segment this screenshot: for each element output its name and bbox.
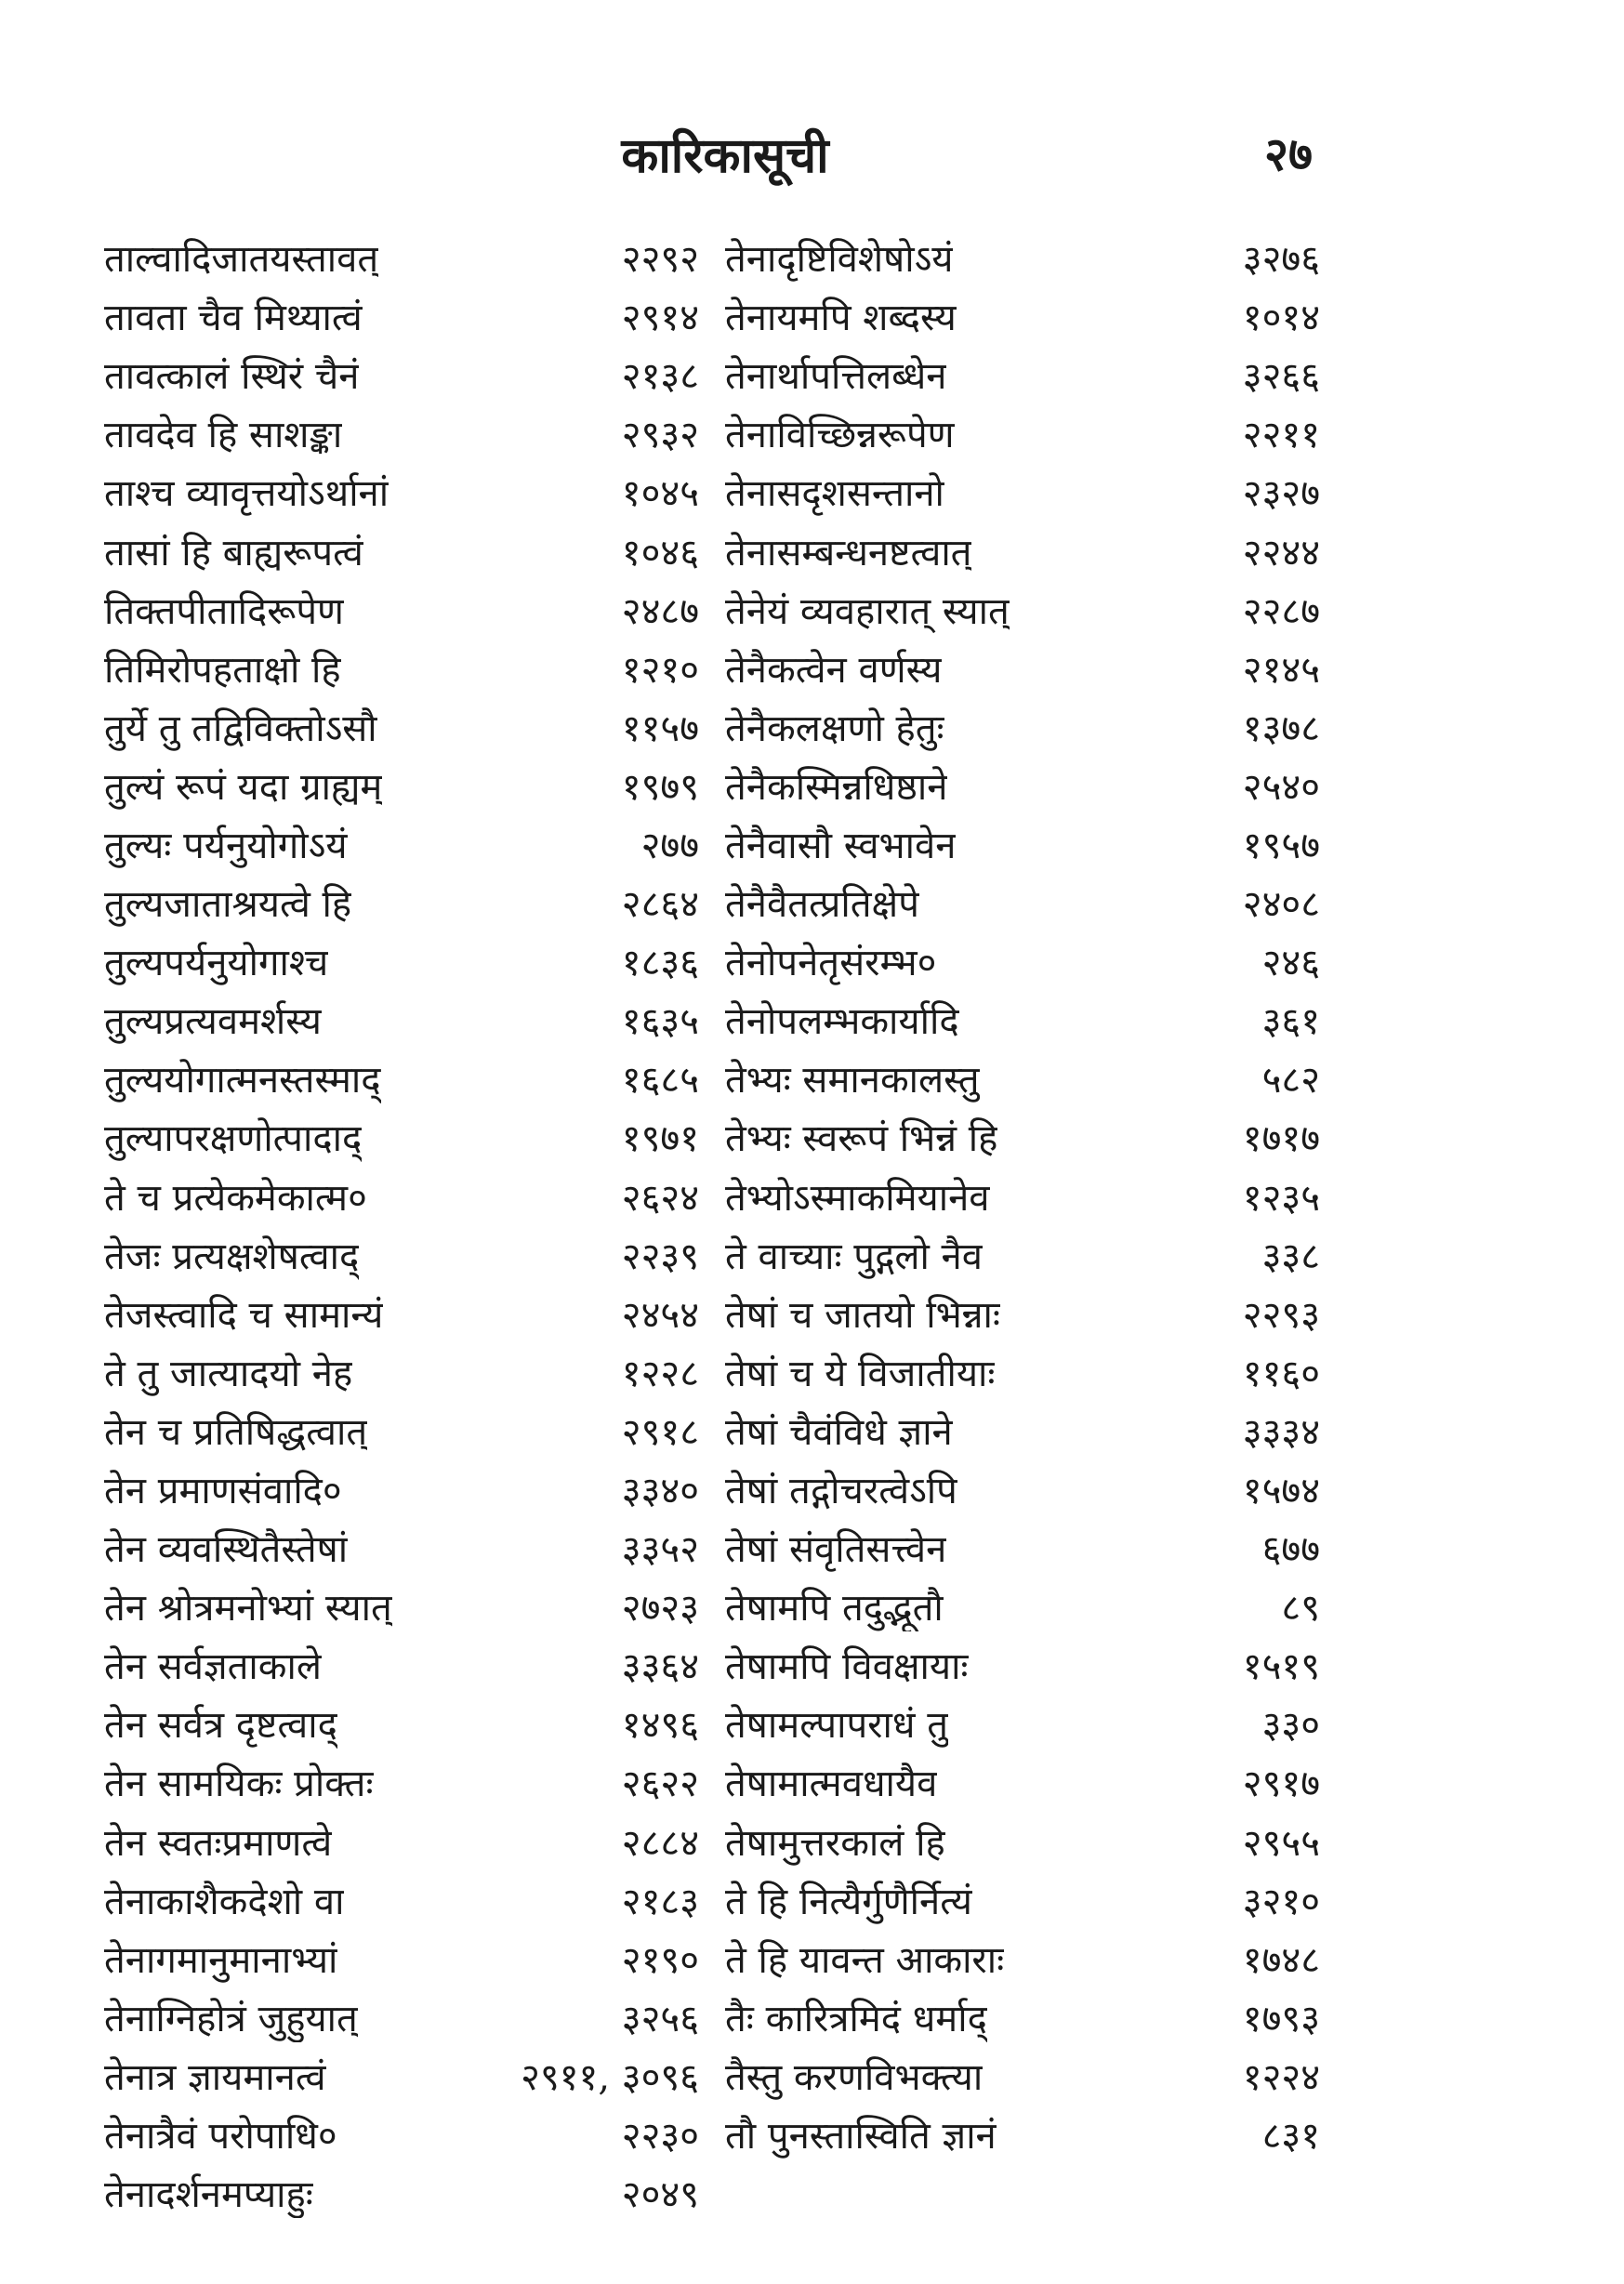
karika-text: तेजः प्रत्यक्षशेषत्वाद् — [104, 1234, 360, 1278]
index-entry — [725, 345, 1320, 403]
index-entry — [725, 814, 1320, 873]
karika-text: तेषां चैवंविधे ज्ञाने — [725, 1410, 953, 1454]
verse-number: ५८२ — [1261, 1059, 1320, 1102]
index-entry — [725, 697, 1320, 756]
verse-number: ६७७ — [1261, 1528, 1320, 1572]
index-entry — [725, 1635, 1320, 1694]
page-header — [0, 121, 1624, 205]
verse-number: २४८७ — [621, 589, 699, 633]
karika-text: तेनैवैतत्प्रतिक्षेपे — [725, 883, 919, 927]
verse-number: २८६४ — [621, 883, 699, 927]
verse-number: २४५४ — [621, 1293, 699, 1337]
index-entry — [725, 1870, 1320, 1929]
index-entry — [104, 1577, 699, 1635]
index-entry — [104, 1284, 699, 1342]
verse-number: १६८५ — [621, 1059, 699, 1102]
index-entry — [104, 1518, 699, 1577]
verse-number: ३३४० — [621, 1470, 699, 1513]
karika-text: तेनोपनेतृसंरम्भ० — [725, 942, 937, 985]
karika-text: तेषां तद्गोचरत्वेऽपि — [725, 1470, 957, 1513]
karika-text: तुल्यपर्यनुयोगाश्च — [104, 942, 329, 985]
verse-number: ३२६६ — [1242, 355, 1320, 399]
karika-text: ताल्वादिजातयस्तावत् — [104, 238, 379, 282]
index-entry — [104, 228, 699, 286]
index-entry — [725, 1401, 1320, 1459]
verse-number: २१४५ — [1242, 648, 1320, 692]
karika-text: तेनागमानुमानाभ्यां — [104, 1938, 338, 1982]
index-entry — [104, 990, 699, 1049]
index-entry — [104, 286, 699, 345]
karika-text: तुर्ये तु तद्विविक्तोऽसौ — [104, 706, 377, 750]
karika-text: तुल्ययोगात्मनस्तस्माद् — [104, 1059, 381, 1102]
verse-number: २२८७ — [1242, 589, 1320, 633]
index-entry — [725, 1225, 1320, 1284]
karika-text: ते वाच्याः पुद्गलो नैव — [725, 1234, 983, 1278]
index-entry — [104, 2105, 699, 2163]
karika-text: तेनेयं व्यवहारात् स्यात् — [725, 589, 1010, 633]
verse-number: २५४० — [1242, 765, 1320, 809]
verse-number: ३६१ — [1261, 1000, 1320, 1044]
verse-number: ३३० — [1261, 1704, 1320, 1748]
verse-number: २९३२ — [621, 414, 699, 457]
karika-text: तेषां च ये विजातीयाः — [725, 1352, 996, 1395]
verse-number: १५१९ — [1242, 1645, 1320, 1689]
index-entry — [104, 639, 699, 697]
verse-number: २७२३ — [621, 1587, 699, 1630]
karika-text: तेन स्वतःप्रमाणत्वे — [104, 1821, 333, 1865]
verse-number: १०४५ — [621, 472, 699, 516]
index-entry — [104, 1459, 699, 1518]
verse-number: ३२१० — [1242, 1880, 1320, 1923]
verse-number: २९५५ — [1242, 1821, 1320, 1865]
index-entry — [725, 1107, 1320, 1166]
verse-number: २२३९ — [621, 1234, 699, 1278]
verse-number: ३३६४ — [621, 1645, 699, 1689]
index-entry — [104, 1929, 699, 1987]
index-entry — [104, 1635, 699, 1694]
index-entry — [725, 1929, 1320, 1987]
verse-number: १९७९ — [621, 765, 699, 809]
index-entry — [104, 1167, 699, 1225]
index-entry — [104, 1752, 699, 1811]
karika-text: तावदेव हि साशङ्का — [104, 414, 343, 457]
karika-text: तेनायमपि शब्दस्य — [725, 297, 957, 340]
verse-number: १९७१ — [621, 1117, 699, 1161]
verse-number: २९११, ३०९६ — [521, 2055, 699, 2099]
index-column-left — [104, 228, 699, 2222]
karika-text: तावत्कालं स्थिरं चैनं — [104, 355, 360, 399]
index-entry — [725, 990, 1320, 1049]
verse-number: १८३६ — [621, 942, 699, 985]
karika-text: तावता चैव मिथ्यात्वं — [104, 297, 363, 340]
karika-text: तिक्तपीतादिरूपेण — [104, 589, 344, 633]
page-number: २७ — [1264, 126, 1313, 181]
verse-number: २२९२ — [621, 238, 699, 282]
karika-text: तेनाग्निहोत्रं जुहुयात् — [104, 1997, 358, 2040]
index-entry — [104, 873, 699, 931]
karika-text: तेजस्त्वादि च सामान्यं — [104, 1293, 384, 1337]
karika-text: तेभ्यः समानकालस्तु — [725, 1059, 980, 1102]
karika-text: तेषां च जातयो भिन्नाः — [725, 1293, 1000, 1337]
verse-number: १३७८ — [1242, 706, 1320, 750]
karika-text: तेन प्रमाणसंवादि० — [104, 1470, 342, 1513]
index-entry — [104, 1401, 699, 1459]
verse-number: २४०८ — [1242, 883, 1320, 927]
karika-text: तुल्यः पर्यनुयोगोऽयं — [104, 824, 348, 867]
index-entry — [725, 931, 1320, 990]
karika-text: तेनात्रैवं परोपाधि० — [104, 2115, 337, 2159]
page-title: कारिकासूची — [621, 127, 829, 184]
index-entry — [725, 1342, 1320, 1401]
verse-number: २२४४ — [1242, 531, 1320, 574]
index-entry — [104, 814, 699, 873]
karika-text: तेनैवासौ स्वभावेन — [725, 824, 957, 867]
index-entry — [104, 1870, 699, 1929]
index-entry — [725, 1577, 1320, 1635]
verse-number: २९१७ — [1242, 1763, 1320, 1806]
index-entry — [104, 756, 699, 814]
karika-text: तेनैकत्वेन वर्णस्य — [725, 648, 943, 692]
karika-text: ते तु जात्यादयो नेह — [104, 1352, 353, 1395]
index-entry — [104, 345, 699, 403]
index-entry — [725, 286, 1320, 345]
verse-number: २०४९ — [621, 2173, 699, 2217]
karika-text: तेन श्रोत्रमनोभ्यां स्यात् — [104, 1587, 392, 1630]
karika-text: तेषामपि विवक्षायाः — [725, 1645, 969, 1689]
karika-text: तेषामात्मवधायैव — [725, 1763, 938, 1806]
verse-number: ११५७ — [621, 706, 699, 750]
karika-text: तेनाकाशैकदेशो वा — [104, 1880, 345, 1923]
verse-number: २१३८ — [621, 355, 699, 399]
index-entry — [104, 1107, 699, 1166]
index-entry — [725, 1049, 1320, 1107]
karika-text: तेन सर्वत्र दृष्टत्वाद् — [104, 1704, 337, 1748]
index-entry — [104, 1694, 699, 1752]
verse-number: ३३८ — [1261, 1234, 1320, 1278]
karika-text: तेनादृष्टिविशेषोऽयं — [725, 238, 954, 282]
karika-text: तौ पुनस्तास्विति ज्ञानं — [725, 2115, 997, 2159]
verse-number: १९५७ — [1242, 824, 1320, 867]
verse-number: १२३५ — [1242, 1176, 1320, 1220]
verse-number: २२११ — [1242, 414, 1320, 457]
verse-number: १५७४ — [1242, 1470, 1320, 1513]
karika-text: तेषामल्पापराधं तु — [725, 1704, 948, 1748]
karika-text: तेनाविच्छिन्नरूपेण — [725, 414, 955, 457]
verse-number: २९१८ — [621, 1410, 699, 1454]
verse-number: १७१७ — [1242, 1117, 1320, 1161]
index-entry — [725, 1284, 1320, 1342]
karika-text: तेन च प्रतिषिद्धत्वात् — [104, 1410, 368, 1454]
karika-text: तेनासम्बन्धनष्टत्वात् — [725, 531, 972, 574]
verse-number: २१९० — [621, 1938, 699, 1982]
verse-number: २२३० — [621, 2115, 699, 2159]
verse-number: १४९६ — [621, 1704, 699, 1748]
verse-number: २९१४ — [621, 297, 699, 340]
index-entry — [725, 403, 1320, 462]
index-entry — [104, 697, 699, 756]
index-entry — [104, 403, 699, 462]
index-entry — [104, 1812, 699, 1870]
karika-text: ताश्च व्यावृत्तयोऽर्थानां — [104, 472, 389, 516]
index-entry — [104, 1225, 699, 1284]
karika-text: तेभ्योऽस्माकमियानेव — [725, 1176, 990, 1220]
index-entry — [725, 1167, 1320, 1225]
index-entry — [725, 521, 1320, 579]
index-entry — [104, 931, 699, 990]
index-entry — [725, 1518, 1320, 1577]
verse-number: २६२२ — [621, 1763, 699, 1806]
index-entry — [725, 462, 1320, 521]
verse-number: ११६० — [1242, 1352, 1320, 1395]
verse-number: १६३५ — [621, 1000, 699, 1044]
karika-text: तेषामपि तदुद्भूतौ — [725, 1587, 944, 1630]
karika-text: तेन व्यवस्थितैस्तेषां — [104, 1528, 349, 1572]
karika-text: तेनैकस्मिन्नधिष्ठाने — [725, 765, 948, 809]
verse-number: ३३५२ — [621, 1528, 699, 1572]
verse-number: २२९३ — [1242, 1293, 1320, 1337]
karika-text: ते हि नित्यैर्गुणैर्नित्यं — [725, 1880, 972, 1923]
verse-number: ३२५६ — [621, 1997, 699, 2040]
karika-text: तेभ्यः स्वरूपं भिन्नं हि — [725, 1117, 998, 1161]
verse-number: २८८४ — [621, 1821, 699, 1865]
index-entry — [725, 1812, 1320, 1870]
verse-number: २६२४ — [621, 1176, 699, 1220]
karika-text: तासां हि बाह्यरूपत्वं — [104, 531, 363, 574]
karika-text: तुल्यापरक्षणोत्पादाद् — [104, 1117, 363, 1161]
karika-text: तुल्यप्रत्यवमर्शस्य — [104, 1000, 322, 1044]
index-entry — [725, 873, 1320, 931]
karika-text: तेषां संवृतिसत्त्वेन — [725, 1528, 947, 1572]
index-entry — [104, 2163, 699, 2222]
verse-number: १२१० — [621, 648, 699, 692]
index-entry — [725, 1459, 1320, 1518]
karika-text: ते हि यावन्त आकाराः — [725, 1938, 1005, 1982]
index-column-right — [725, 228, 1320, 2163]
index-entry — [725, 756, 1320, 814]
karika-text: तेनासदृशसन्तानो — [725, 472, 944, 516]
karika-text: तेनोपलम्भकार्यादि — [725, 1000, 959, 1044]
verse-number: १७४८ — [1242, 1938, 1320, 1982]
karika-text: तेनात्र ज्ञायमानत्वं — [104, 2055, 326, 2099]
verse-number: १७९३ — [1242, 1997, 1320, 2040]
karika-text: तुल्यजाताश्रयत्वे हि — [104, 883, 352, 927]
karika-text: तैः कारित्रमिदं धर्माद् — [725, 1997, 987, 2040]
index-entry — [104, 580, 699, 639]
karika-text: तैस्तु करणविभक्त्या — [725, 2055, 984, 2099]
karika-text: तेन सामयिकः प्रोक्तः — [104, 1763, 374, 1806]
index-entry — [725, 228, 1320, 286]
index-entry — [725, 1752, 1320, 1811]
karika-text: तिमिरोपहताक्षो हि — [104, 648, 341, 692]
karika-text: तुल्यं रूपं यदा ग्राह्यम् — [104, 765, 383, 809]
index-entry — [104, 1049, 699, 1107]
index-entry — [104, 2046, 699, 2105]
index-entry — [725, 1987, 1320, 2046]
karika-text: तेनार्थापत्तिलब्धेन — [725, 355, 947, 399]
karika-text: तेनादर्शनमप्याहुः — [104, 2173, 313, 2217]
karika-text: तेषामुत्तरकालं हि — [725, 1821, 945, 1865]
karika-text: तेन सर्वज्ञताकाले — [104, 1645, 322, 1689]
verse-number: १२२४ — [1242, 2055, 1320, 2099]
index-entry — [104, 1987, 699, 2046]
verse-number: ८९ — [1281, 1587, 1320, 1630]
index-entry — [725, 639, 1320, 697]
index-entry — [104, 462, 699, 521]
index-entry — [725, 580, 1320, 639]
index-entry — [725, 2105, 1320, 2163]
verse-number: २३२७ — [1242, 472, 1320, 516]
verse-number: २४६ — [1261, 942, 1320, 985]
verse-number: २१८३ — [621, 1880, 699, 1923]
verse-number: ३२७६ — [1242, 238, 1320, 282]
karika-text: ते च प्रत्येकमेकात्म० — [104, 1176, 367, 1220]
index-entry — [104, 521, 699, 579]
verse-number: १२२८ — [621, 1352, 699, 1395]
karika-text: तेनैकलक्षणो हेतुः — [725, 706, 944, 750]
verse-number: २७७ — [640, 824, 699, 867]
verse-number: १०४६ — [621, 531, 699, 574]
verse-number: ८३१ — [1261, 2115, 1320, 2159]
index-entry — [725, 1694, 1320, 1752]
index-entry — [104, 1342, 699, 1401]
index-entry — [725, 2046, 1320, 2105]
verse-number: १०१४ — [1242, 297, 1320, 340]
verse-number: ३३३४ — [1242, 1410, 1320, 1454]
